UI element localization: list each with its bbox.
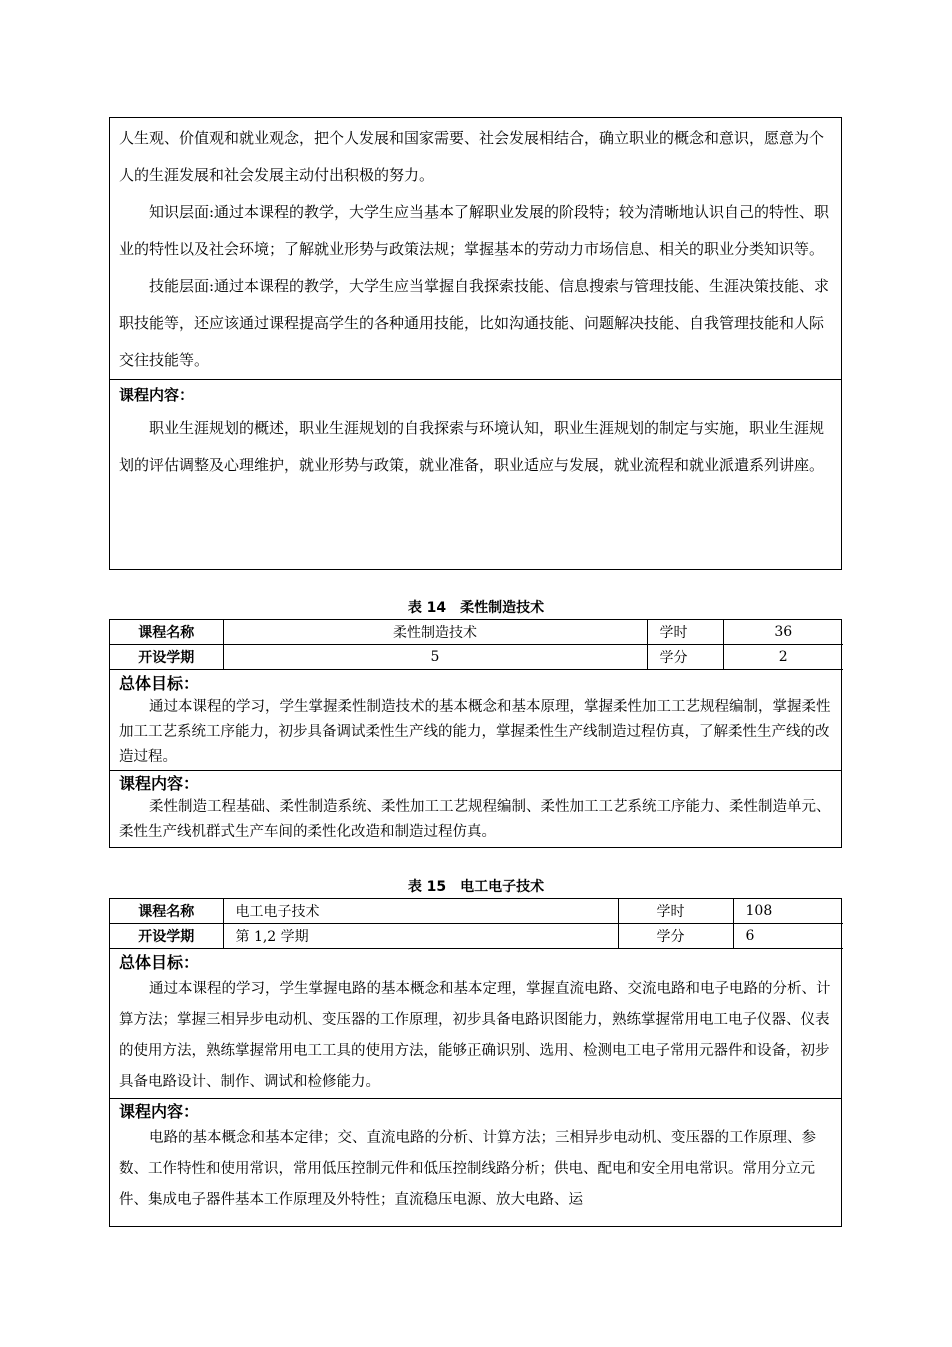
credit-label: 学分 [647, 645, 723, 670]
course-name-value: 电工电子技术 [223, 899, 618, 924]
table-row [110, 620, 843, 645]
table-row [110, 924, 843, 949]
course-box-career [109, 117, 842, 570]
table-caption-15: 表 15 电工电子技术 [407, 879, 545, 895]
goal-text: 通过本课程的学习，学生掌握柔性制造技术的基本概念和基本原理，掌握柔性加工工艺规程编制，掌握柔性加工工艺系统工序能力，初步具备调试柔性生产线的能力，掌握柔性生产线制造过程仿真，了解柔性生产线的改造过程。 [119, 699, 831, 765]
hours-value: 108 [733, 899, 843, 924]
term-label: 开设学期 [110, 924, 223, 949]
hours-label: 学时 [618, 899, 733, 924]
credit-value: 2 [723, 645, 843, 670]
course-name-label: 课程名称 [110, 620, 223, 645]
table-row [110, 645, 843, 670]
content-text: 柔性制造工程基础、柔性制造系统、柔性加工工艺规程编制、柔性加工工艺系统工序能力、柔性制造单元、柔性生产线机群式生产车间的柔性化改造和制造过程仿真。 [119, 799, 831, 840]
course-meta-table [110, 899, 843, 949]
course-table-14 [109, 619, 842, 848]
content-heading: 课程内容： [119, 774, 200, 793]
term-value: 第 1,2 学期 [223, 924, 618, 949]
credit-label: 学分 [618, 924, 733, 949]
credit-value: 6 [733, 924, 843, 949]
term-value: 5 [223, 645, 647, 670]
hours-value: 36 [723, 620, 843, 645]
course-name-label: 课程名称 [110, 899, 223, 924]
term-label: 开设学期 [110, 645, 223, 670]
content-text: 职业生涯规划的概述，职业生涯规划的自我探索与环境认知，职业生涯规划的制定与实施，职业生涯规划的评估调整及心理维护，就业形势与政策，就业准备，职业适应与发展，就业流程和就业派遣系列讲座。 [119, 419, 825, 474]
goal-paragraph-attitude: 人生观、价值观和就业观念，把个人发展和国家需要、社会发展相结合，确立职业的概念和意识，愿意为个人的生涯发展和社会发展主动付出积极的努力。 [119, 129, 825, 184]
goal-text: 通过本课程的学习，学生掌握电路的基本概念和基本定理，掌握直流电路、交流电路和电子电路的分析、计算方法；掌握三相异步电动机、变压器的工作原理，初步具备电路识图能力，熟练掌握常用电工电子仪器、仪表的使用方法，熟练掌握常用电工工具的使用方法，能够正确识别、选用、检测电工电子常用元器件和设备，初步具备电路设计、制作、调试和检修能力。 [119, 981, 831, 1090]
content-heading: 课程内容： [119, 386, 195, 404]
content-heading: 课程内容： [119, 1102, 200, 1121]
goal-heading: 总体目标： [119, 953, 200, 972]
content-text: 电路的基本概念和基本定律；交、直流电路的分析、计算方法；三相异步电动机、变压器的工作原理、参数、工作特性和使用常识，常用低压控制元件和低压控制线路分析；供电、配电和安全用电常识。常用分立元件、集成电子器件基本工作原理及外特性；直流稳压电源、放大电路、运 [119, 1130, 816, 1208]
hours-label: 学时 [647, 620, 723, 645]
course-meta-table [110, 620, 843, 670]
goal-heading: 总体目标： [119, 674, 200, 693]
table-row [110, 899, 843, 924]
goal-paragraph-skills: 技能层面:通过本课程的教学，大学生应当掌握自我探索技能、信息搜索与管理技能、生涯决策技能、求职技能等，还应该通过课程提高学生的各种通用技能，比如沟通技能、问题解决技能、自我管理技能和人际交往技能等。 [119, 277, 830, 369]
table-caption-14: 表 14 柔性制造技术 [407, 600, 545, 616]
goal-paragraph-knowledge: 知识层面:通过本课程的教学，大学生应当基本了解职业发展的阶段特；较为清晰地认识自己的特性、职业的特性以及社会环境；了解就业形势与政策法规；掌握基本的劳动力市场信息、相关的职业分类知识等。 [119, 203, 830, 258]
course-name-value: 柔性制造技术 [223, 620, 647, 645]
course-table-15 [109, 898, 842, 1227]
